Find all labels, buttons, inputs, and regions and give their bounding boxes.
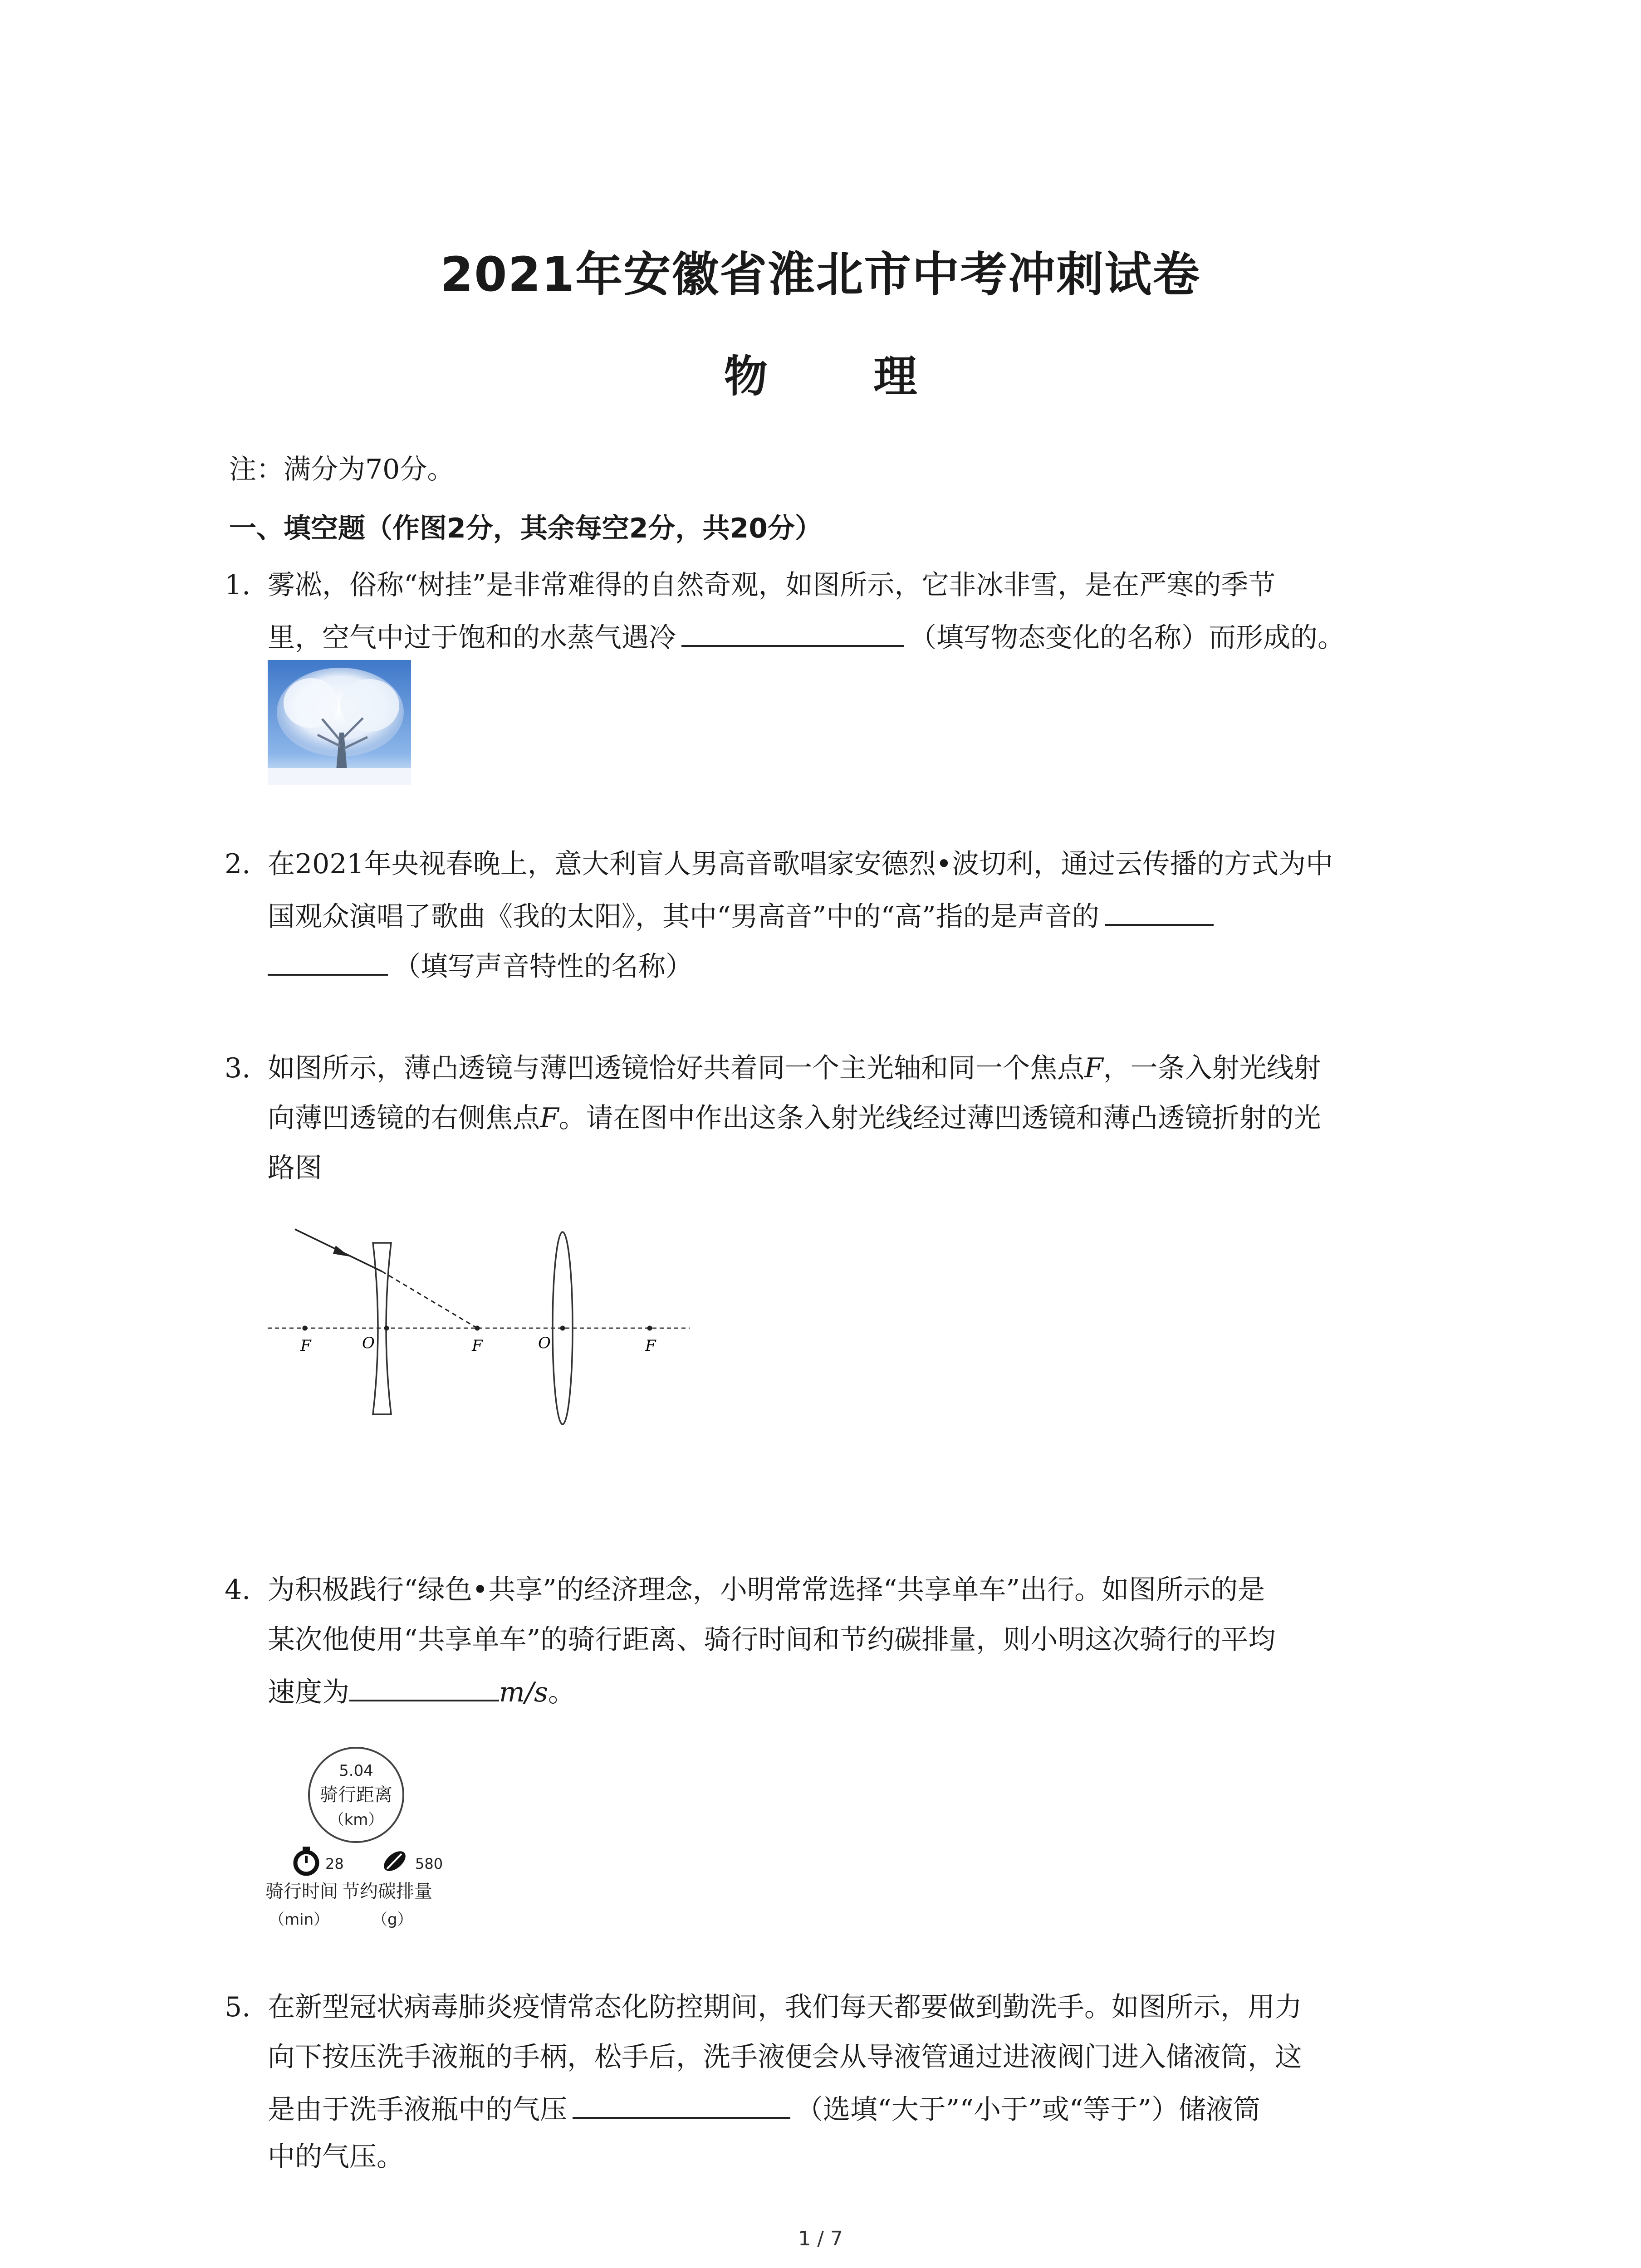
question-number: 5. <box>225 1991 251 2023</box>
label-f-left: F <box>300 1337 311 1355</box>
question-text-line: 在2021年央视春晚上，意大利盲人男高音歌唱家安德烈•波切利，通过云传播的方式为中 <box>268 848 1333 880</box>
question-text-line: 如图所示，薄凸透镜与薄凹透镜恰好共着同一个主光轴和同一个焦点F，一条入射光线射 <box>268 1052 1321 1084</box>
rime-tree-photo <box>268 660 411 785</box>
question-text-line: 国观众演唱了歌曲《我的太阳》，其中“男高音”中的“高”指的是声音的 <box>268 896 1219 932</box>
label-o-concave: O <box>362 1334 375 1352</box>
question-text-line: 为积极践行“绿色•共享”的经济理念，小明常常选择“共享单车”出行。如图所示的是 <box>268 1574 1265 1606</box>
ray-arrow <box>333 1246 349 1256</box>
focal-point-right <box>647 1326 652 1331</box>
question-number: 3. <box>225 1052 251 1084</box>
section-heading: 一、填空题（作图2分，其余每空2分，共20分） <box>229 513 822 544</box>
question-text-line: 速度为 m/s。 <box>268 1672 575 1708</box>
question-text-line: 雾凇，俗称“树挂”是非常难得的自然奇观，如图所示，它非冰非雪，是在严寒的季节 <box>268 569 1276 601</box>
focal-point-middle <box>475 1326 480 1331</box>
question-text-line: 中的气压。 <box>268 2141 404 2173</box>
question-number: 4. <box>225 1574 251 1606</box>
carbon-value: 580 <box>415 1855 443 1872</box>
distance-unit: （km） <box>328 1811 384 1829</box>
distance-label: 骑行距离 <box>320 1784 392 1805</box>
ray-extension <box>382 1271 477 1328</box>
question-number: 1. <box>225 569 251 601</box>
stopwatch-icon <box>295 1847 317 1874</box>
question-text-line: 在新型冠状病毒肺炎疫情常态化防控期间，我们每天都要做到勤洗手。如图所示，用力 <box>268 1991 1302 2023</box>
label-o-convex: O <box>538 1334 551 1352</box>
answer-blank[interactable] <box>1105 896 1214 926</box>
leaf-icon <box>380 1848 409 1875</box>
page-number: 1 / 7 <box>798 2227 843 2250</box>
answer-blank[interactable] <box>349 1672 499 1701</box>
label-f-middle: F <box>472 1337 483 1355</box>
question-text-line: 向下按压洗手液瓶的手柄，松手后，洗手液便会从导液管通过进液阀门进入储液筒，这 <box>268 2041 1302 2073</box>
subject-title: 物 理 <box>724 351 963 402</box>
time-unit: （min） <box>269 1911 329 1929</box>
question-text-line: 是由于洗手液瓶中的气压 （选填“大于”“小于”或“等于”）储液筒 <box>268 2089 1260 2125</box>
answer-blank[interactable] <box>268 946 388 976</box>
optical-center-concave <box>384 1326 389 1331</box>
label-f-right: F <box>645 1337 656 1355</box>
ride-stats-card <box>265 1744 460 1935</box>
question-text-line: （填写声音特性的名称） <box>268 946 693 982</box>
score-note: 注：满分为70分。 <box>229 454 455 485</box>
exam-title: 2021年安徽省淮北市中考冲刺试卷 <box>440 247 1201 302</box>
carbon-label: 节约碳排量 <box>342 1881 432 1902</box>
question-text-line: 里，空气中过于饱和的水蒸气遇冷 （填写物态变化的名称）而形成的。 <box>268 617 1345 653</box>
time-value: 28 <box>325 1855 344 1872</box>
question-number: 2. <box>225 848 251 880</box>
question-text-line: 某次他使用“共享单车”的骑行距离、骑行时间和节约碳排量，则小明这次骑行的平均 <box>268 1624 1276 1656</box>
question-text-line: 路图 <box>268 1152 322 1184</box>
focal-point-left <box>303 1326 308 1331</box>
carbon-unit: （g） <box>372 1911 413 1929</box>
distance-value: 5.04 <box>339 1762 373 1780</box>
time-label: 骑行时间 <box>265 1881 338 1902</box>
answer-blank[interactable] <box>573 2089 790 2119</box>
question-text-line: 向薄凹透镜的右侧焦点F。请在图中作出这条入射光线经过薄凹透镜和薄凸透镜折射的光 <box>268 1102 1321 1134</box>
answer-blank[interactable] <box>681 617 904 647</box>
optical-center-convex <box>560 1326 565 1331</box>
lens-diagram[interactable] <box>268 1225 694 1438</box>
